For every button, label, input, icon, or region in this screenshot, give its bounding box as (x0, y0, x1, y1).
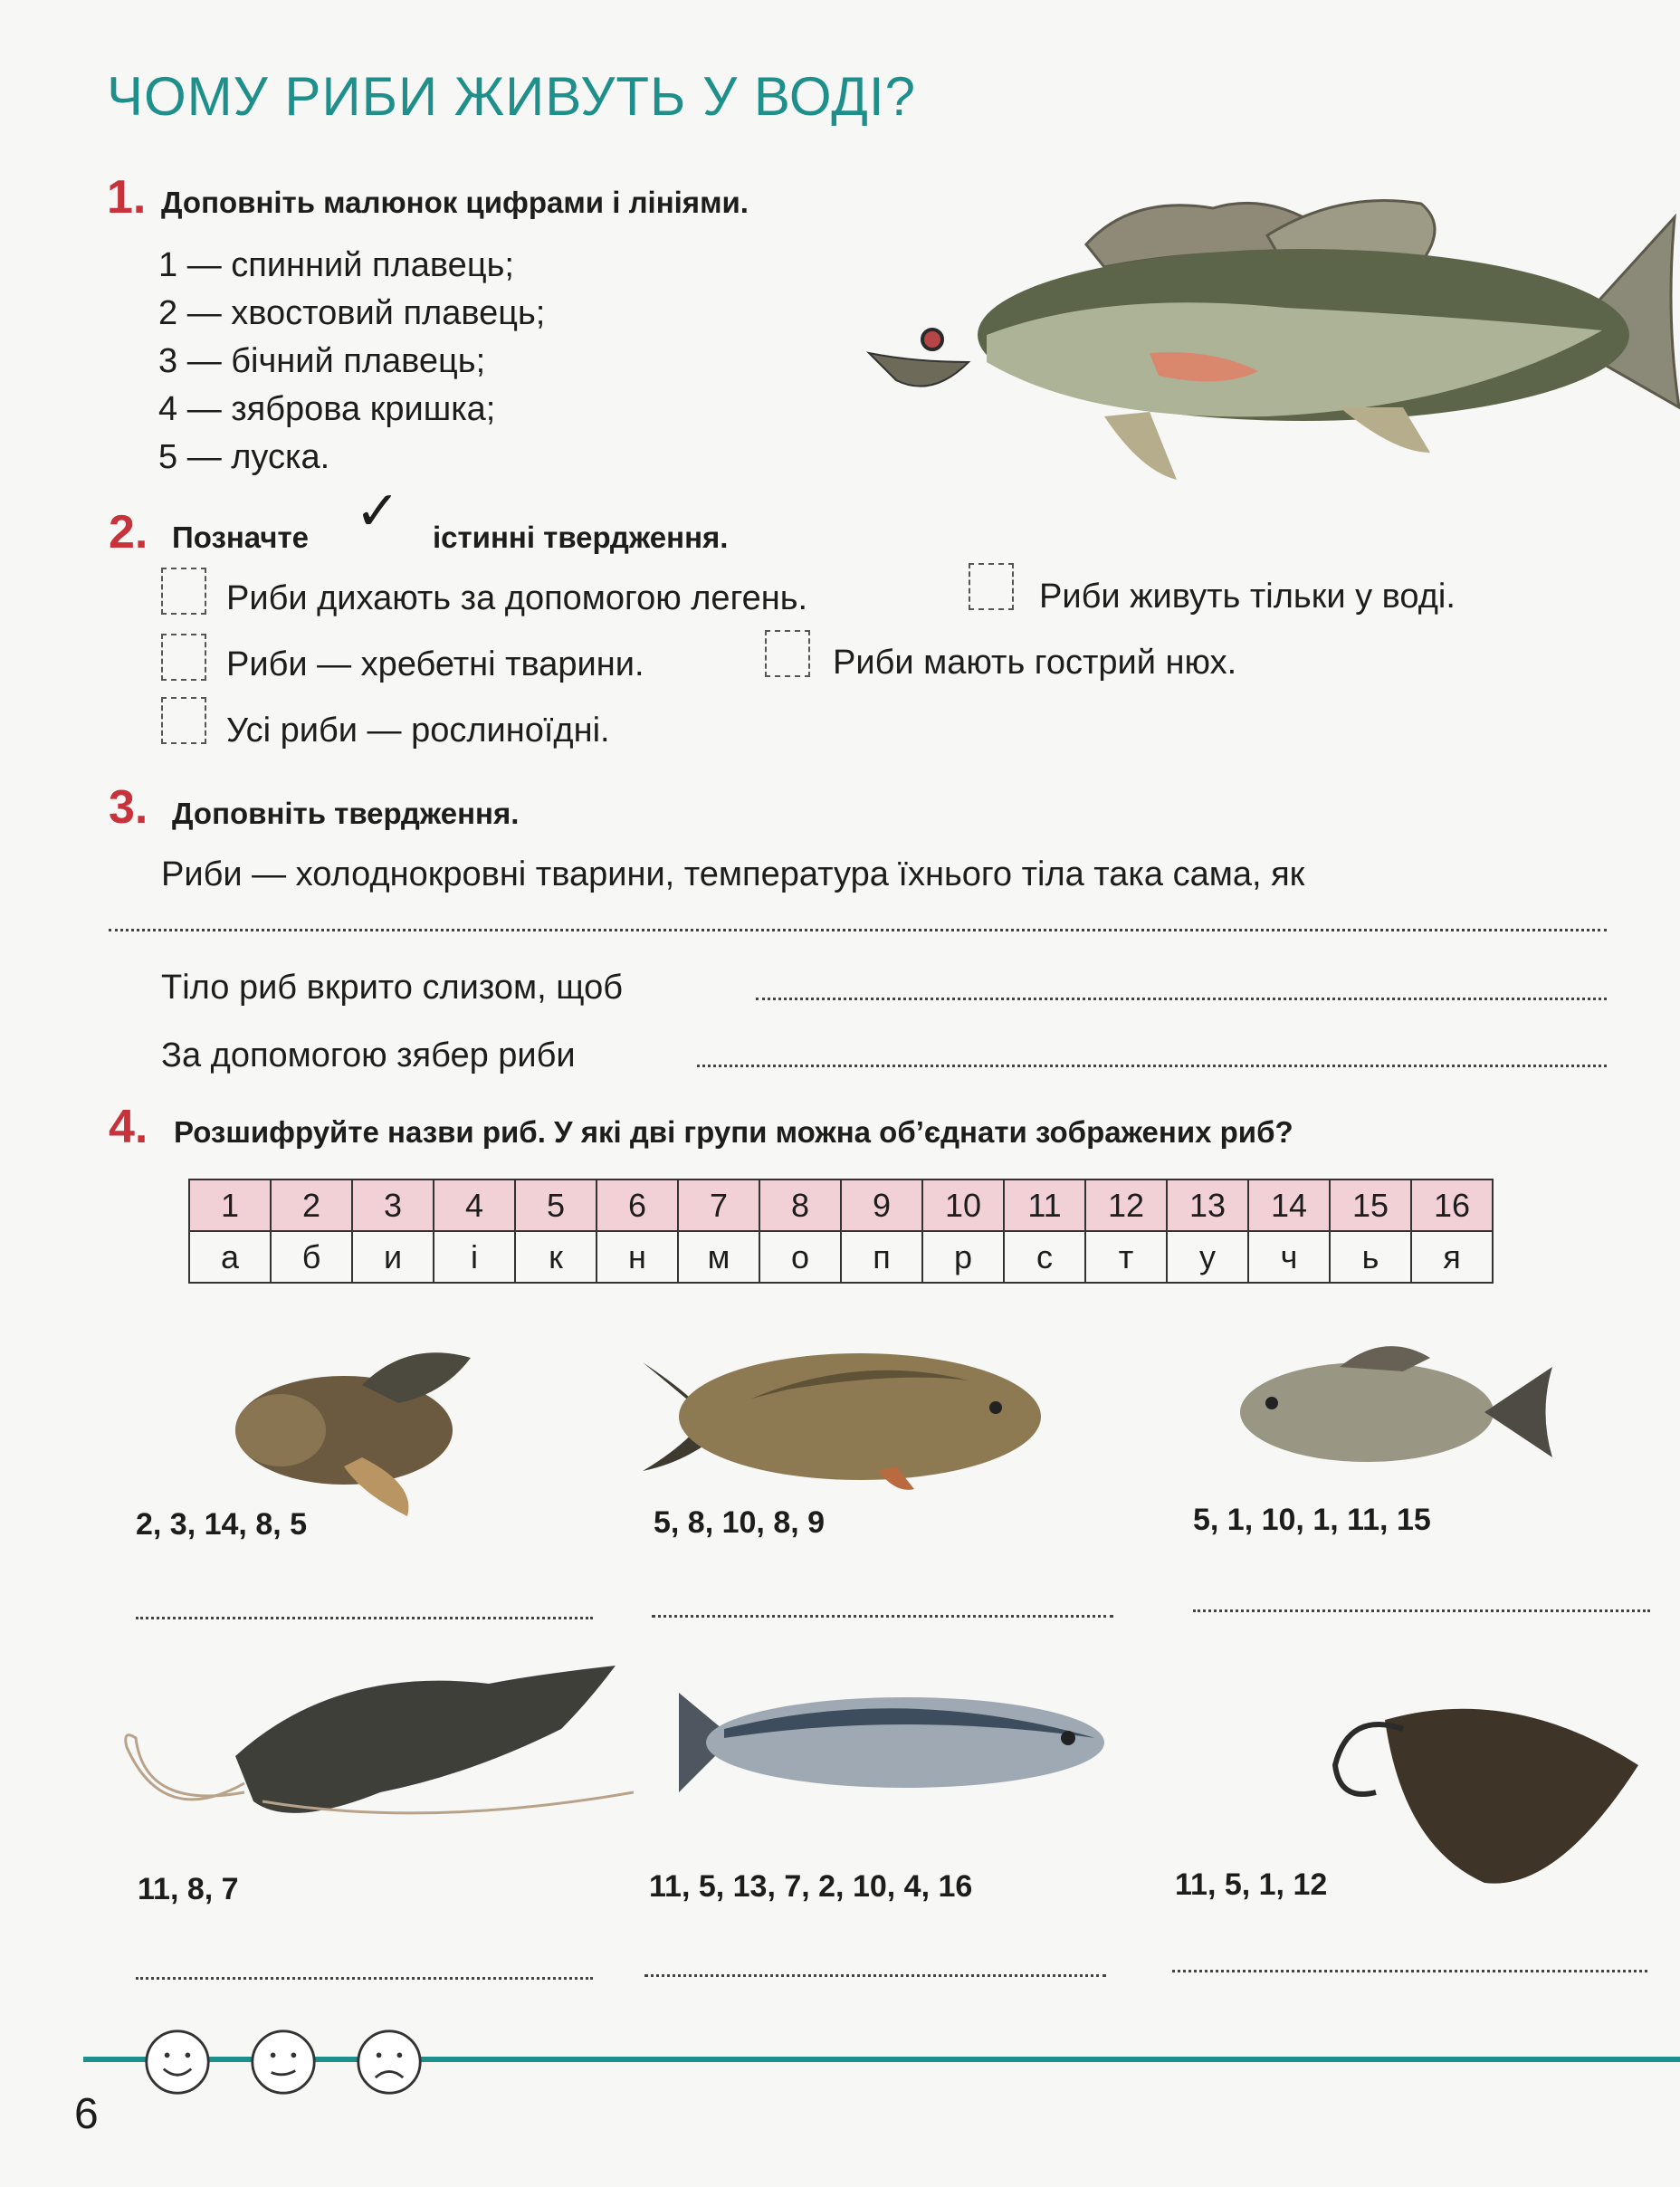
cipher-number: 9 (841, 1179, 922, 1231)
statement-text: Риби — хребетні тварини. (226, 645, 644, 683)
cipher-letter: с (1004, 1231, 1085, 1283)
mackerel-fish-illustration (670, 1666, 1122, 1819)
cipher-number: 7 (678, 1179, 759, 1231)
cipher-number: 10 (922, 1179, 1004, 1231)
cipher-number: 2 (271, 1179, 352, 1231)
task1-number: 1. (107, 171, 147, 224)
footer-rule (83, 2057, 1680, 2062)
task3-instruction: Доповніть твердження. (172, 797, 520, 830)
crucian-fish-illustration (1222, 1331, 1557, 1494)
cipher-letter: у (1167, 1231, 1248, 1283)
cipher-letter-row (189, 1231, 1493, 1283)
answer-line[interactable] (697, 1059, 1607, 1067)
fish-code: 5, 1, 10, 1, 11, 15 (1193, 1503, 1431, 1537)
cipher-number: 6 (597, 1179, 678, 1231)
cipher-number: 14 (1248, 1179, 1330, 1231)
cipher-letter: н (597, 1231, 678, 1283)
task3-sentence: Риби — холоднокровні тварини, температура їхнього тіла така сама, як (161, 855, 1305, 893)
answer-line[interactable] (652, 1609, 1113, 1618)
task2-instruction-after: істинні твердження. (433, 520, 729, 554)
checkmark-icon: ✓ (355, 480, 401, 543)
page-title: ЧОМУ РИБИ ЖИВУТЬ У ВОДІ? (107, 66, 916, 127)
cipher-number: 13 (1167, 1179, 1248, 1231)
task3-sentence: За допомогою зябер риби (161, 1036, 576, 1074)
stingray-illustration (1331, 1647, 1647, 1892)
answer-line[interactable] (136, 1972, 593, 1980)
task2-instruction-before: Позначте (172, 520, 309, 554)
cipher-table (188, 1179, 1494, 1284)
cipher-letter: м (678, 1231, 759, 1283)
fish-code: 2, 3, 14, 8, 5 (136, 1507, 308, 1542)
statement-text: Риби живуть тільки у воді. (1039, 578, 1456, 616)
fish-code: 11, 8, 7 (138, 1872, 239, 1906)
answer-line[interactable] (1172, 1964, 1647, 1972)
fish-code: 11, 5, 13, 7, 2, 10, 4, 16 (649, 1869, 973, 1904)
cipher-number: 8 (759, 1179, 841, 1231)
statement-text: Риби мають гострий нюх. (833, 644, 1237, 682)
task3-sentence: Тіло риб вкрито слизом, щоб (161, 969, 623, 1007)
cipher-number: 11 (1004, 1179, 1085, 1231)
cipher-letter: о (759, 1231, 841, 1283)
cipher-number: 4 (434, 1179, 515, 1231)
cipher-number-row (189, 1179, 1493, 1231)
task1-item: 1 — спинний плавець; (158, 246, 514, 284)
answer-line[interactable] (644, 1969, 1106, 1977)
task2-number: 2. (109, 506, 148, 559)
answer-line[interactable] (756, 992, 1607, 1000)
catfish-illustration (109, 1647, 634, 1883)
statement-checkbox[interactable] (161, 634, 206, 681)
bass-fish-illustration (833, 181, 1680, 498)
statement-checkbox[interactable] (161, 697, 206, 744)
cipher-letter: т (1085, 1231, 1167, 1283)
cipher-number: 1 (189, 1179, 271, 1231)
carp-fish-illustration (625, 1326, 1068, 1498)
cipher-letter: і (434, 1231, 515, 1283)
cipher-letter: р (922, 1231, 1004, 1283)
cipher-letter: б (271, 1231, 352, 1283)
statement-checkbox[interactable] (969, 563, 1014, 610)
cipher-letter: к (515, 1231, 597, 1283)
statement-text: Риби дихають за допомогою легень. (226, 579, 808, 617)
task1-item: 2 — хвостовий плавець; (158, 294, 546, 332)
cipher-letter: п (841, 1231, 922, 1283)
fish-code: 5, 8, 10, 8, 9 (654, 1505, 826, 1540)
cipher-number: 5 (515, 1179, 597, 1231)
cipher-number: 3 (352, 1179, 434, 1231)
answer-line[interactable] (136, 1611, 593, 1619)
cipher-number: 12 (1085, 1179, 1167, 1231)
page-number: 6 (74, 2090, 99, 2138)
task4-number: 4. (109, 1101, 148, 1153)
task3-number: 3. (109, 781, 148, 834)
task1-item: 4 — зяброва кришка; (158, 390, 496, 428)
task1-item: 3 — бічний плавець; (158, 342, 486, 380)
fish-code: 11, 5, 1, 12 (1175, 1867, 1328, 1902)
statement-checkbox[interactable] (161, 568, 206, 615)
statement-checkbox[interactable] (765, 630, 810, 677)
statement-text: Усі риби — рослиноїдні. (226, 711, 610, 750)
neutral-face-icon[interactable] (249, 2028, 318, 2096)
cipher-letter: ч (1248, 1231, 1330, 1283)
cipher-letter: я (1411, 1231, 1493, 1283)
goby-fish-illustration (208, 1331, 498, 1521)
happy-face-icon[interactable] (143, 2028, 212, 2096)
task4-instruction: Розшифруйте назви риб. У які дві групи можна об’єднати зображених риб? (174, 1115, 1293, 1149)
cipher-letter: и (352, 1231, 434, 1283)
answer-line[interactable] (109, 923, 1607, 931)
cipher-number: 15 (1330, 1179, 1411, 1231)
answer-line[interactable] (1193, 1604, 1650, 1612)
sad-face-icon[interactable] (355, 2028, 424, 2096)
cipher-letter: а (189, 1231, 271, 1283)
task1-item: 5 — луска. (158, 438, 330, 476)
task1-instruction: Доповніть малюнок цифрами і лініями. (161, 186, 749, 219)
cipher-number: 16 (1411, 1179, 1493, 1231)
cipher-letter: ь (1330, 1231, 1411, 1283)
